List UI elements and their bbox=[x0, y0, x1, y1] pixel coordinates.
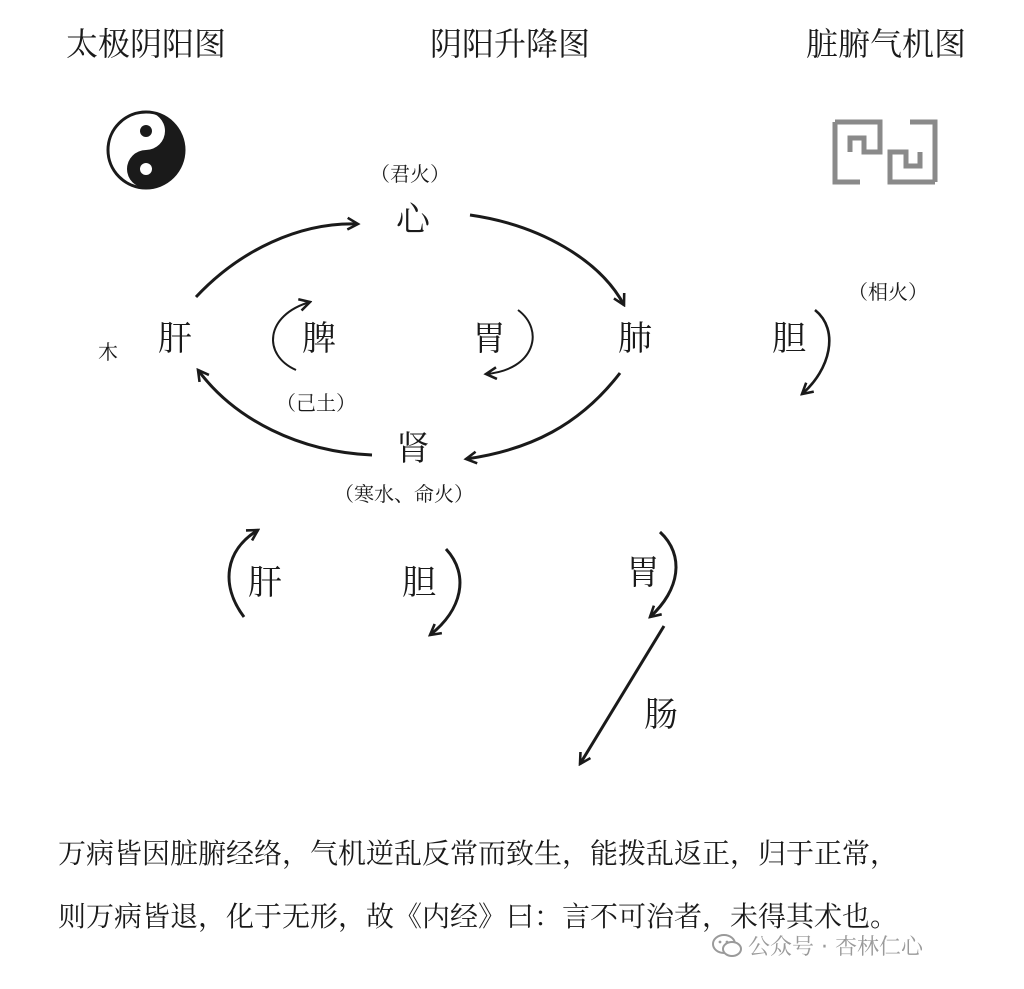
organ-stomach: 胃 bbox=[472, 319, 506, 359]
lower-organ-stomach: 胃 bbox=[626, 553, 660, 593]
arrow-liver-to-heart bbox=[196, 224, 358, 297]
organ-spleen: 脾 bbox=[302, 319, 336, 359]
organ-gallbladder: 胆 bbox=[772, 319, 806, 359]
organ-kidney: 肾 bbox=[396, 429, 430, 469]
kidney-note: （寒水、命火） bbox=[334, 482, 474, 506]
lower-organ-intestine: 肠 bbox=[644, 695, 678, 735]
title-yinyang-rise-fall: 阴阳升降图 bbox=[430, 25, 591, 63]
organ-heart: 心 bbox=[396, 200, 430, 240]
title-zangfu-qiji: 脏腑气机图 bbox=[806, 25, 967, 63]
paragraph-line-1: 万病皆因脏腑经络，气机逆乱反常而致生，能拨乱返正，归于正常， bbox=[58, 837, 899, 870]
center-arrows bbox=[273, 302, 829, 394]
lower-organ-liver: 肝 bbox=[248, 563, 282, 603]
gallbladder-note: （相火） bbox=[848, 280, 928, 304]
heart-note: （君火） bbox=[370, 162, 450, 186]
arrow-lung-to-kidney bbox=[466, 373, 620, 459]
lower-arrows bbox=[229, 530, 676, 764]
zangfu-qiji-symbol-icon bbox=[835, 122, 935, 182]
watermark-text: 公众号 · 杏林仁心 bbox=[748, 935, 923, 960]
arrow-gallbladder-fall bbox=[802, 310, 829, 394]
arrow-heart-to-lung bbox=[470, 215, 624, 305]
spleen-note: （己土） bbox=[276, 391, 356, 415]
organ-liver: 肝 bbox=[158, 319, 192, 359]
taiji-symbol-icon bbox=[108, 112, 184, 188]
paragraph-line-2: 则万病皆退，化于无形，故《内经》曰：言不可治者，未得其术也。 bbox=[58, 900, 899, 933]
watermark bbox=[712, 930, 923, 961]
main-cycle-arrows bbox=[196, 215, 624, 459]
wechat-icon bbox=[712, 933, 742, 959]
lower-organ-gallbladder: 胆 bbox=[402, 563, 436, 603]
title-taiji: 太极阴阳图 bbox=[66, 25, 227, 63]
wood-label: 木 bbox=[98, 340, 118, 364]
organ-lung: 肺 bbox=[618, 319, 652, 359]
